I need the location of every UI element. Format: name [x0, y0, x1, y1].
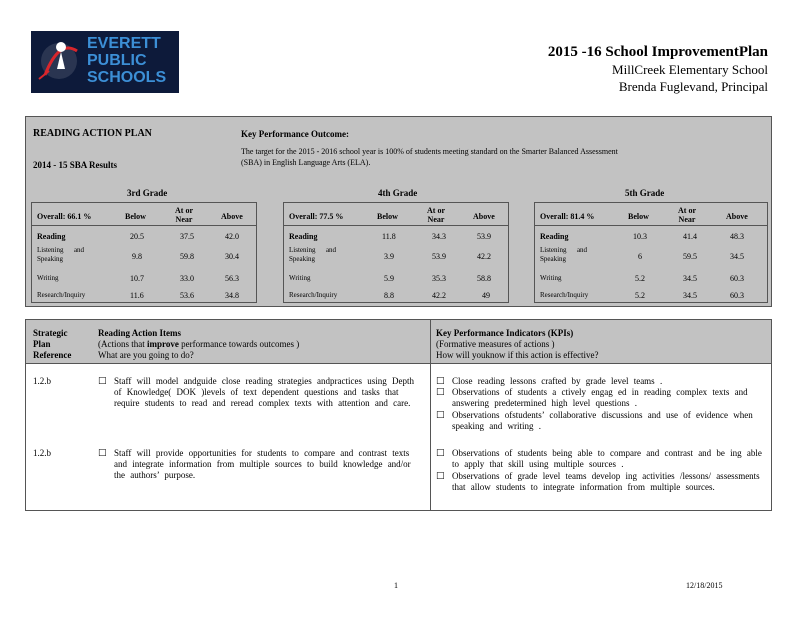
cell-above: 60.3	[730, 274, 744, 283]
row-label: Listening and Speaking	[289, 246, 337, 263]
how-question: How will youknow if this action is effective?	[436, 350, 599, 360]
plan-label: Plan	[33, 339, 51, 349]
cell-above: 48.3	[730, 232, 744, 241]
cell-below: 5.2	[635, 291, 645, 300]
cell-below: 10.7	[130, 274, 144, 283]
col-at-or-near: At or Near	[678, 206, 696, 224]
page-number: 1	[394, 581, 398, 590]
col-at-or-near: At or Near	[175, 206, 193, 224]
cell-at: 33.0	[180, 274, 194, 283]
col-at-or-near: At or Near	[427, 206, 445, 224]
bullet-icon: □	[98, 448, 107, 458]
cell-above: 58.8	[477, 274, 491, 283]
grade-5-title: 5th Grade	[625, 188, 665, 198]
cell-above: 60.3	[730, 291, 744, 300]
kpi-item: Observations of students being able to compare and contrast and be ing able to apply that skill using multiple sources .	[452, 448, 762, 469]
reference-label: Reference	[33, 350, 72, 360]
overall-value: Overall: 81.4 %	[540, 212, 595, 221]
col-below: Below	[377, 212, 398, 221]
reading-action-plan-heading: READING ACTION PLAN	[33, 128, 152, 139]
logo-line-1: EVERETT	[87, 35, 161, 52]
cell-below: 10.3	[633, 232, 647, 241]
col-above: Above	[221, 212, 243, 221]
kpi-item: Observations of grade level teams develop ing activities /lessons/ assessments that allow students to integrate information from multiple sources.	[452, 471, 760, 492]
cell-below: 3.9	[384, 252, 394, 261]
grade-4-table	[283, 202, 509, 303]
row-label: Writing	[289, 274, 311, 282]
principal-name: Brenda Fuglevand, Principal	[618, 79, 768, 94]
cell-at: 59.5	[683, 252, 697, 261]
cell-below: 6	[638, 252, 642, 261]
cell-at: 34.5	[683, 274, 697, 283]
kpi-item: Close reading lessons crafted by grade level teams .	[452, 376, 663, 386]
cell-at: 41.4	[683, 232, 697, 241]
footer-date: 12/18/2015	[686, 581, 723, 590]
what-question: What are you going to do?	[98, 350, 194, 360]
target-text: The target for the 2015 - 2016 school year is 100% of students meeting standard on the Smarter Balanced Assessment	[241, 147, 618, 156]
actions-subtitle-a: (Actions that	[98, 339, 147, 349]
logo-line-2: PUBLIC	[87, 52, 147, 69]
col-above: Above	[726, 212, 748, 221]
cell-above: 34.8	[225, 291, 239, 300]
sba-results-label: 2014 - 15 SBA Results	[33, 160, 118, 170]
action-item: Staff will model andguide close reading strategies andpractices using Depth of Knowledge( DOK )levels of text dependent questions and tasks that require students to read and reread complex texts with attention and care.	[114, 376, 415, 408]
logo	[31, 31, 179, 93]
cell-above: 34.5	[730, 252, 744, 261]
kpi-title: Key Performance Indicators (KPIs)	[436, 328, 574, 338]
outcome-panel	[25, 116, 772, 307]
row-label: Reading	[289, 232, 318, 241]
cell-above: 42.0	[225, 232, 239, 241]
action-item: Staff will provide opportunities for students to compare and contrast texts and integrate information from multiple sources to build knowledge and/or the authors’ purpose.	[114, 448, 411, 480]
cell-above: 56.3	[225, 274, 239, 283]
grade-3-title: 3rd Grade	[127, 188, 168, 198]
bullet-icon: □	[98, 376, 107, 386]
cell-at: 35.3	[432, 274, 446, 283]
cell-below: 9.8	[132, 252, 142, 261]
col-below: Below	[125, 212, 146, 221]
school-name: MillCreek Elementary School	[612, 62, 768, 77]
cell-below: 20.5	[130, 232, 144, 241]
key-performance-outcome-label: Key Performance Outcome:	[241, 129, 349, 139]
cell-at: 37.5	[180, 232, 194, 241]
cell-below: 8.8	[384, 291, 394, 300]
row-label: Listening and Speaking	[540, 246, 588, 263]
col-below: Below	[628, 212, 649, 221]
row-label: Listening and Speaking	[37, 246, 85, 263]
action-items-panel	[25, 319, 772, 511]
target-text-2: (SBA) in English Language Arts (ELA).	[241, 158, 371, 167]
action-panel-header	[26, 320, 771, 363]
plan-title: 2015 -16 School ImprovementPlan	[547, 44, 768, 60]
plan-reference: 1.2.b	[33, 376, 51, 386]
cell-above: 30.4	[225, 252, 239, 261]
bullet-icon: □	[436, 410, 445, 420]
row-label: Reading	[540, 232, 569, 241]
row-label: Reading	[37, 232, 66, 241]
strategic-label: Strategic	[33, 328, 68, 338]
grade-4-title: 4th Grade	[378, 188, 418, 198]
row-label: Research/Inquiry	[540, 291, 589, 299]
logo-text	[87, 35, 177, 86]
kpi-item: Observations ofstudents’ collaborative discussions and use of evidence when speaking and writing .	[452, 410, 753, 431]
cell-below: 11.6	[130, 291, 144, 300]
cell-at: 34.5	[683, 291, 697, 300]
row-label: Writing	[37, 274, 59, 282]
kpi-subtitle: (Formative measures of actions )	[436, 339, 555, 349]
bullet-icon: □	[436, 448, 445, 458]
cell-at: 34.3	[432, 232, 446, 241]
actions-subtitle-c: performance towards outcomes )	[178, 339, 300, 349]
cell-at: 59.8	[180, 252, 194, 261]
kpi-item: Observations of students a ctively engag ed in reading complex texts and answering predetermined high level questions .	[452, 387, 748, 408]
col-above: Above	[473, 212, 495, 221]
row-label: Writing	[540, 274, 562, 282]
cell-at: 53.6	[180, 291, 194, 300]
actions-subtitle-bold: improve	[147, 339, 179, 349]
bullet-icon: □	[436, 376, 445, 386]
grade-3-table	[31, 202, 257, 303]
row-label: Research/Inquiry	[37, 291, 86, 299]
reading-action-items-title: Reading Action Items	[98, 328, 181, 338]
bullet-icon: □	[436, 471, 445, 481]
cell-above: 53.9	[477, 232, 491, 241]
overall-value: Overall: 66.1 %	[37, 212, 92, 221]
cell-at: 42.2	[432, 291, 446, 300]
row-label: Research/Inquiry	[289, 291, 338, 299]
cell-above: 49	[482, 291, 490, 300]
bullet-icon: □	[436, 387, 445, 397]
actions-subtitle	[98, 339, 299, 349]
overall-value: Overall: 77.5 %	[289, 212, 344, 221]
logo-line-3: SCHOOLS	[87, 69, 167, 86]
cell-below: 5.2	[635, 274, 645, 283]
cell-at: 53.9	[432, 252, 446, 261]
cell-below: 11.8	[382, 232, 396, 241]
cell-below: 5.9	[384, 274, 394, 283]
cell-above: 42.2	[477, 252, 491, 261]
plan-reference: 1.2.b	[33, 448, 51, 458]
grade-5-table	[534, 202, 768, 303]
